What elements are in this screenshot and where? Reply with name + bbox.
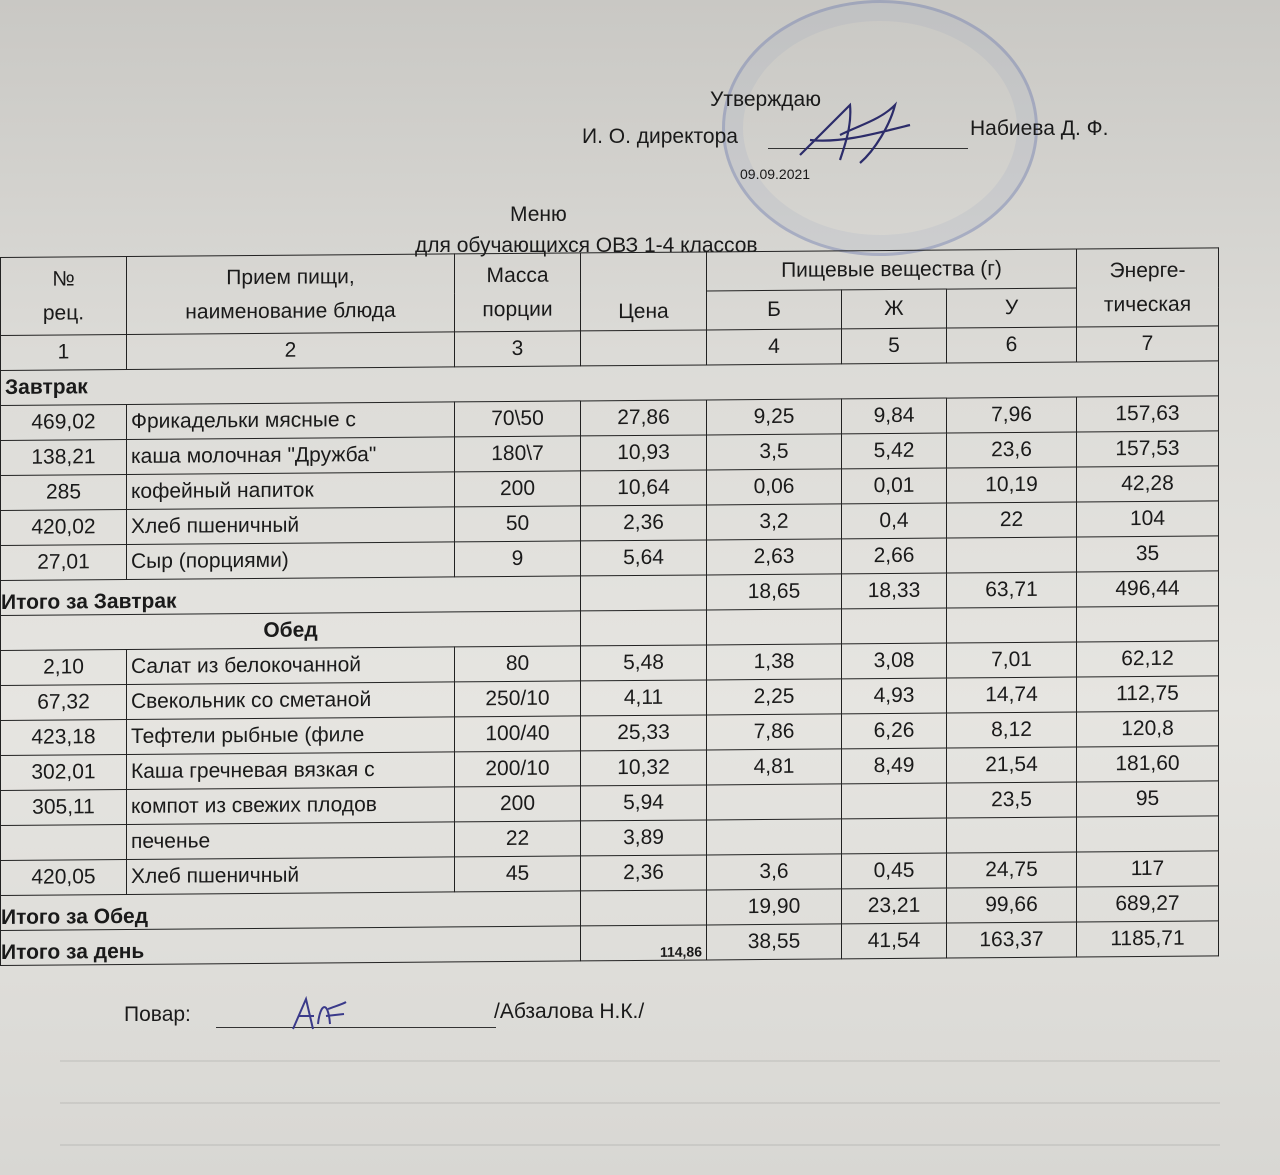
breakfast-cell-e: 42,28 xyxy=(1077,466,1219,502)
lunch-cell-rec: 420,05 xyxy=(1,860,127,896)
lunch-cell-price: 3,89 xyxy=(581,820,707,856)
lunch-cell-price: 10,32 xyxy=(581,750,707,786)
director-name: Набиева Д. Ф. xyxy=(970,117,1109,140)
breakfast-cell-dish: каша молочная "Дружба" xyxy=(127,437,455,475)
breakfast-cell-mass: 180\7 xyxy=(455,436,581,472)
breakfast-cell-b: 3,5 xyxy=(707,434,842,470)
lunch-cell-e: 112,75 xyxy=(1077,676,1219,712)
menu-title: Меню xyxy=(510,203,567,226)
breakfast-cell-u: 7,96 xyxy=(947,397,1077,433)
lunch-cell-dish: Тефтели рыбные (филе xyxy=(127,717,455,755)
day-total-e: 1185,71 xyxy=(1077,921,1219,957)
breakfast-total-u: 63,71 xyxy=(947,572,1077,608)
lunch-cell-zh xyxy=(842,818,947,854)
breakfast-cell-dish: кофейный напиток xyxy=(127,472,455,510)
lunch-cell-zh: 4,93 xyxy=(842,678,947,714)
lunch-total-b: 19,90 xyxy=(707,889,842,925)
lunch-cell-u: 8,12 xyxy=(947,712,1077,748)
lunch-cell-e: 181,60 xyxy=(1077,746,1219,782)
col-mass: Масса порции xyxy=(455,253,581,332)
lunch-total-label: Итого за Обед xyxy=(1,891,581,931)
lunch-cell-b: 4,81 xyxy=(707,749,842,785)
breakfast-cell-zh: 5,42 xyxy=(842,433,947,469)
col-energy: Энерге- тическая xyxy=(1077,248,1219,327)
lunch-cell-b xyxy=(707,819,842,855)
col-num-empty xyxy=(581,330,707,366)
lunch-cell-dish: Каша гречневая вязкая с xyxy=(127,752,455,790)
lunch-cell-price: 25,33 xyxy=(581,715,707,751)
lunch-cell-b: 7,86 xyxy=(707,714,842,750)
col-num: 2 xyxy=(127,332,455,370)
breakfast-cell-rec: 138,21 xyxy=(1,440,127,476)
director-label: И. О. директора xyxy=(582,125,738,148)
lunch-cell-u: 21,54 xyxy=(947,747,1077,783)
breakfast-cell-zh: 9,84 xyxy=(842,398,947,434)
breakfast-cell-b: 9,25 xyxy=(707,399,842,435)
lunch-rows xyxy=(1,641,1219,896)
breakfast-cell-zh: 2,66 xyxy=(842,538,947,574)
director-signature xyxy=(790,95,920,170)
cook-signature xyxy=(288,994,348,1034)
lunch-cell-price: 5,94 xyxy=(581,785,707,821)
lunch-cell-rec: 2,10 xyxy=(1,650,127,686)
lunch-cell-mass: 200/10 xyxy=(455,751,581,787)
breakfast-cell-e: 104 xyxy=(1077,501,1219,537)
lunch-cell-u: 14,74 xyxy=(947,677,1077,713)
breakfast-cell-rec: 469,02 xyxy=(1,405,127,441)
approve-label: Утверждаю xyxy=(710,88,821,111)
breakfast-cell-b: 3,2 xyxy=(707,504,842,540)
cook-name: /Абзалова Н.К./ xyxy=(494,1000,645,1023)
breakfast-total-label: Итого за Завтрак xyxy=(1,576,581,616)
col-nutrients: Пищевые вещества (г) xyxy=(707,249,1077,291)
day-total-zh: 41,54 xyxy=(842,923,947,959)
breakfast-cell-u: 23,6 xyxy=(947,432,1077,468)
day-total-u: 163,37 xyxy=(947,922,1077,958)
breakfast-cell-price: 5,64 xyxy=(581,540,707,576)
col-u: У xyxy=(947,288,1077,328)
lunch-cell-rec: 423,18 xyxy=(1,720,127,756)
breakfast-total-b: 18,65 xyxy=(707,574,842,610)
breakfast-cell-b: 0,06 xyxy=(707,469,842,505)
lunch-cell-zh: 0,45 xyxy=(842,853,947,889)
cook-label: Повар: xyxy=(124,1003,191,1026)
bleed-through-lines xyxy=(60,1020,1220,1170)
lunch-cell-zh: 3,08 xyxy=(842,643,947,679)
lunch-cell-u: 23,5 xyxy=(947,782,1077,818)
breakfast-cell-rec: 285 xyxy=(1,475,127,511)
breakfast-cell-dish: Фрикадельки мясные с xyxy=(127,402,455,440)
lunch-cell-e: 62,12 xyxy=(1077,641,1219,677)
col-num: 5 xyxy=(842,328,947,364)
breakfast-cell-u xyxy=(947,537,1077,573)
lunch-cell-u: 7,01 xyxy=(947,642,1077,678)
breakfast-cell-dish: Сыр (порциями) xyxy=(127,542,455,580)
day-total-b: 38,55 xyxy=(707,924,842,960)
day-total-label: Итого за день xyxy=(1,926,581,966)
breakfast-cell-price: 10,64 xyxy=(581,470,707,506)
col-zh: Ж xyxy=(842,289,947,329)
lunch-cell-price: 4,11 xyxy=(581,680,707,716)
lunch-cell-b xyxy=(707,784,842,820)
col-b: Б xyxy=(707,290,842,330)
breakfast-rows xyxy=(1,396,1219,581)
lunch-cell-rec: 302,01 xyxy=(1,755,127,791)
lunch-total-u: 99,66 xyxy=(947,887,1077,923)
lunch-cell-zh xyxy=(842,783,947,819)
breakfast-label: Завтрак xyxy=(1,361,1219,406)
breakfast-cell-zh: 0,01 xyxy=(842,468,947,504)
col-price: Цена xyxy=(581,252,707,331)
breakfast-cell-mass: 50 xyxy=(455,506,581,542)
lunch-cell-e: 120,8 xyxy=(1077,711,1219,747)
lunch-total-e: 689,27 xyxy=(1077,886,1219,922)
lunch-cell-rec xyxy=(1,825,127,861)
breakfast-cell-e: 157,53 xyxy=(1077,431,1219,467)
lunch-cell-u xyxy=(947,817,1077,853)
lunch-label: Обед xyxy=(1,611,581,651)
col-num: 7 xyxy=(1077,326,1219,362)
approval-date: 09.09.2021 xyxy=(740,166,811,182)
breakfast-cell-price: 27,86 xyxy=(581,400,707,436)
lunch-cell-rec: 67,32 xyxy=(1,685,127,721)
breakfast-cell-mass: 200 xyxy=(455,471,581,507)
lunch-cell-zh: 6,26 xyxy=(842,713,947,749)
col-dish: Прием пищи, наименование блюда xyxy=(127,254,455,335)
col-num: 1 xyxy=(1,335,127,371)
menu-subtitle: для обучающихся ОВЗ 1-4 классов xyxy=(415,234,758,257)
col-num: 6 xyxy=(947,327,1077,363)
day-total-price: 114,86 xyxy=(581,925,707,961)
lunch-cell-mass: 45 xyxy=(455,856,581,892)
lunch-total-zh: 23,21 xyxy=(842,888,947,924)
lunch-cell-dish: Салат из белокочанной xyxy=(127,647,455,685)
breakfast-cell-u: 22 xyxy=(947,502,1077,538)
breakfast-cell-rec: 420,02 xyxy=(1,510,127,546)
lunch-cell-u: 24,75 xyxy=(947,852,1077,888)
lunch-cell-b: 1,38 xyxy=(707,644,842,680)
lunch-cell-b: 2,25 xyxy=(707,679,842,715)
col-num: 4 xyxy=(707,329,842,365)
breakfast-cell-e: 35 xyxy=(1077,536,1219,572)
lunch-cell-rec: 305,11 xyxy=(1,790,127,826)
lunch-cell-dish: печенье xyxy=(127,822,455,860)
lunch-cell-mass: 80 xyxy=(455,646,581,682)
cook-signature-line xyxy=(216,1027,496,1028)
lunch-cell-dish: Свекольник со сметаной xyxy=(127,682,455,720)
breakfast-cell-e: 157,63 xyxy=(1077,396,1219,432)
lunch-cell-e: 117 xyxy=(1077,851,1219,887)
col-num: 3 xyxy=(455,331,581,367)
lunch-cell-dish: Хлеб пшеничный xyxy=(127,857,455,895)
breakfast-cell-zh: 0,4 xyxy=(842,503,947,539)
breakfast-cell-b: 2,63 xyxy=(707,539,842,575)
lunch-cell-mass: 200 xyxy=(455,786,581,822)
lunch-cell-e xyxy=(1077,816,1219,852)
breakfast-cell-mass: 70\50 xyxy=(455,401,581,437)
breakfast-total-price xyxy=(581,575,707,611)
lunch-cell-dish: компот из свежих плодов xyxy=(127,787,455,825)
lunch-cell-mass: 22 xyxy=(455,821,581,857)
breakfast-cell-dish: Хлеб пшеничный xyxy=(127,507,455,545)
breakfast-cell-rec: 27,01 xyxy=(1,545,127,581)
breakfast-cell-u: 10,19 xyxy=(947,467,1077,503)
col-rec: № рец. xyxy=(1,257,127,336)
breakfast-total-e: 496,44 xyxy=(1077,571,1219,607)
lunch-cell-zh: 8,49 xyxy=(842,748,947,784)
lunch-cell-e: 95 xyxy=(1077,781,1219,817)
lunch-cell-price: 2,36 xyxy=(581,855,707,891)
breakfast-cell-price: 10,93 xyxy=(581,435,707,471)
breakfast-cell-mass: 9 xyxy=(455,541,581,577)
lunch-cell-mass: 250/10 xyxy=(455,681,581,717)
lunch-cell-b: 3,6 xyxy=(707,854,842,890)
menu-table xyxy=(0,247,1219,966)
lunch-cell-mass: 100/40 xyxy=(455,716,581,752)
breakfast-cell-price: 2,36 xyxy=(581,505,707,541)
breakfast-total-zh: 18,33 xyxy=(842,573,947,609)
lunch-cell-price: 5,48 xyxy=(581,645,707,681)
lunch-total-price xyxy=(581,890,707,926)
